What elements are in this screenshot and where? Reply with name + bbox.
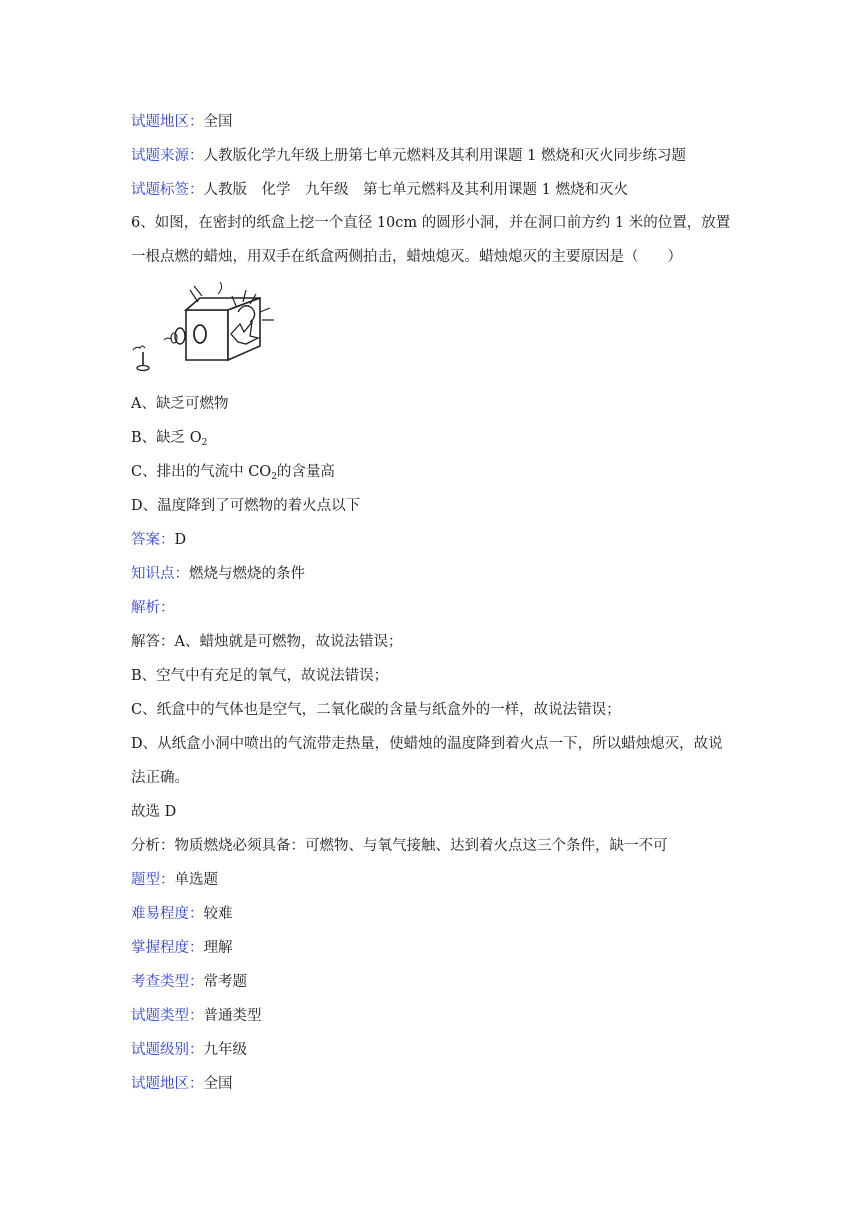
meta-label: 掌握程度： [131, 940, 204, 956]
option-c-text: C、排出的气流中 CO [131, 464, 272, 480]
meta-value: 理解 [203, 940, 233, 956]
question-stem: 6、如图，在密封的纸盒上挖一个直径 10cm 的圆形小洞，并在洞口前方约 1 米的位置，放置一根点燃的蜡烛，用双手在纸盒两侧拍击，蜡烛熄灭。蜡烛熄灭的主要原因是（ ） [131, 215, 731, 265]
meta-value: 全国 [203, 1076, 233, 1092]
answer-label: 答案： [131, 532, 175, 548]
option-b [131, 428, 207, 453]
meta-label: 题型： [131, 872, 175, 888]
analysis-heading [131, 598, 175, 618]
meta-region-top [131, 112, 233, 132]
option-b-subscript: 2 [201, 438, 208, 448]
meta-tags [131, 180, 628, 200]
meta-value: 普通类型 [203, 1008, 262, 1024]
meta-source [131, 146, 686, 166]
explanation-line: B、空气中有充足的氧气，故说法错误； [131, 668, 389, 684]
knowledge-label: 知识点： [131, 566, 189, 582]
analysis-label: 解析： [131, 600, 175, 616]
meta-value: 常考题 [203, 974, 247, 990]
explanation-conclusion: 故选 D [131, 804, 177, 820]
explanation-line: D、从纸盒小洞中喷出的气流带走热量，使蜡烛的温度降到着火点一下，所以蜡烛熄灭，故说法正确。 [131, 736, 723, 786]
meta-label: 试题地区： [131, 1076, 204, 1092]
meta-mastery [131, 938, 233, 958]
option-c [131, 462, 335, 487]
meta-exam-type [131, 972, 247, 992]
option-a: A、缺乏可燃物 [131, 396, 229, 412]
meta-label: 试题类型： [131, 1008, 204, 1024]
candle-box-illustration [128, 282, 276, 374]
meta-item-type [131, 1006, 262, 1026]
answer-value: D [174, 532, 187, 548]
meta-label: 试题地区： [131, 114, 204, 130]
meta-value: 较难 [203, 906, 233, 922]
meta-label: 考查类型： [131, 974, 204, 990]
meta-label: 试题来源： [131, 148, 204, 164]
option-d: D、温度降到了可燃物的着火点以下 [131, 498, 361, 514]
explanation-line: C、纸盒中的气体也是空气，二氧化碳的含量与纸盒外的一样，故说法错误； [131, 702, 621, 718]
meta-question-type [131, 870, 218, 890]
meta-label: 难易程度： [131, 906, 204, 922]
meta-value: 全国 [203, 114, 233, 130]
explanation-summary: 分析：物质燃烧必须具备：可燃物、与氧气接触、达到着火点这三个条件，缺一不可 [131, 838, 668, 854]
option-c-subscript: 2 [271, 472, 277, 482]
option-c-suffix: 的含量高 [276, 464, 335, 480]
meta-value: 人教版化学九年级上册第七单元燃料及其利用课题 1 燃烧和灭火同步练习题 [203, 148, 686, 164]
meta-difficulty [131, 904, 233, 924]
meta-value: 人教版 化学 九年级 第七单元燃料及其利用课题 1 燃烧和灭火 [203, 182, 628, 198]
explanation-line: 解答：A、蜡烛就是可燃物，故说法错误； [131, 634, 403, 650]
meta-label: 试题标签： [131, 182, 204, 198]
knowledge-value: 燃烧与燃烧的条件 [189, 566, 305, 582]
meta-grade [131, 1040, 247, 1060]
answer [131, 530, 186, 550]
meta-region-bottom [131, 1074, 233, 1094]
meta-label: 试题级别： [131, 1042, 204, 1058]
meta-value: 九年级 [203, 1042, 247, 1058]
option-b-text: B、缺乏 O [131, 430, 202, 446]
meta-value: 单选题 [174, 872, 218, 888]
knowledge-point [131, 564, 305, 584]
